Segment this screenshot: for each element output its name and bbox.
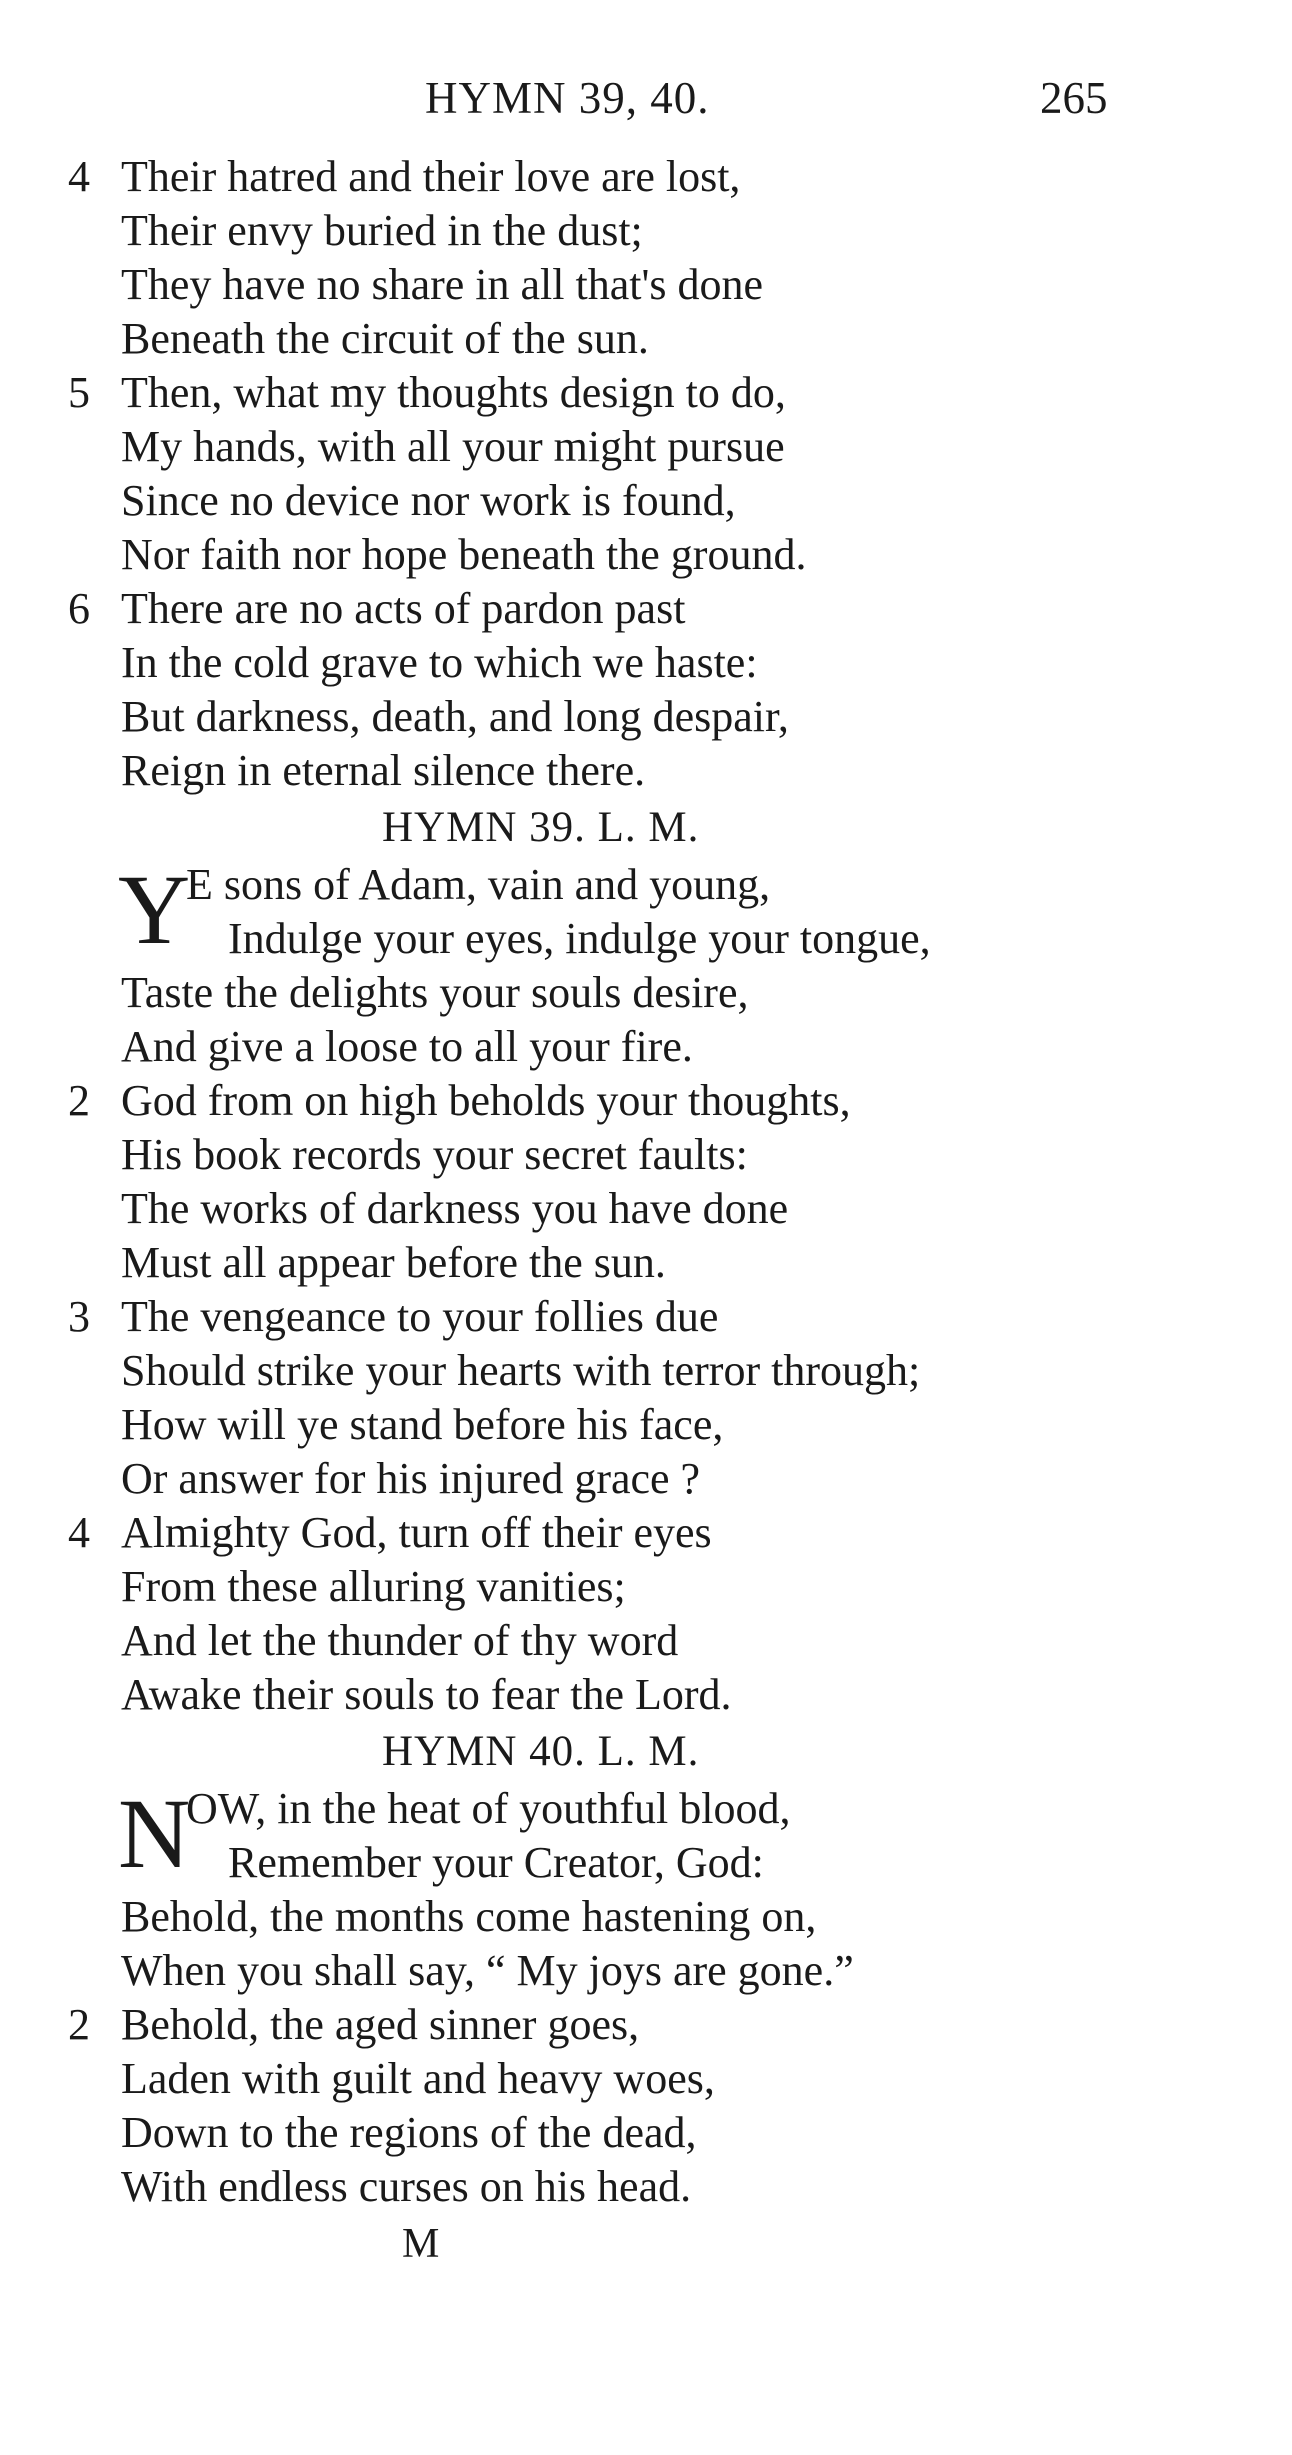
verse-line: With endless curses on his head. bbox=[121, 2162, 692, 2211]
verse-line: They have no share in all that's done bbox=[121, 260, 764, 309]
verse-line: Awake their souls to fear the Lord. bbox=[121, 1670, 732, 1719]
verse-line: His book records your secret faults: bbox=[121, 1130, 748, 1179]
verse-line: Their envy buried in the dust; bbox=[121, 206, 643, 255]
verse-line: And give a loose to all your fire. bbox=[121, 1022, 693, 1071]
stanza-number: 6 bbox=[68, 584, 90, 633]
verse-line: The works of darkness you have done bbox=[121, 1184, 789, 1233]
stanza bbox=[68, 366, 1258, 582]
verse-line: Taste the delights your souls desire, bbox=[121, 968, 749, 1017]
stanza bbox=[68, 1998, 1258, 2214]
running-head bbox=[0, 72, 1292, 132]
verse-line: 5 Then, what my thoughts design to do, bbox=[68, 366, 1258, 420]
stanza-number: 3 bbox=[68, 1292, 90, 1341]
verse-line: Should strike your hearts with terror through; bbox=[121, 1346, 921, 1395]
verse-line: Since no device nor work is found, bbox=[121, 476, 736, 525]
stanza-number: 2 bbox=[68, 1076, 90, 1125]
verse-line: Behold, the months come hastening on, bbox=[121, 1892, 817, 1941]
verse-line: Or answer for his injured grace ? bbox=[121, 1454, 701, 1503]
drop-cap: Y bbox=[118, 854, 191, 965]
stanza bbox=[68, 1074, 1258, 1290]
verse-line: When you shall say, “ My joys are gone.” bbox=[121, 1946, 854, 1995]
stanza bbox=[68, 1290, 1258, 1506]
verse-line: Nor faith nor hope beneath the ground. bbox=[121, 530, 807, 579]
stanza-number: 4 bbox=[68, 152, 90, 201]
verse-line: From these alluring vanities; bbox=[121, 1562, 626, 1611]
stanza bbox=[68, 1506, 1258, 1722]
verse-line: Reign in eternal silence there. bbox=[121, 746, 646, 795]
verse-line: Laden with guilt and heavy woes, bbox=[121, 2054, 715, 2103]
stanza-number: 5 bbox=[68, 368, 90, 417]
stanza bbox=[68, 150, 1258, 366]
verse-line: My hands, with all your might pursue bbox=[121, 422, 785, 471]
hymn-40-opening bbox=[68, 1778, 1258, 1890]
verse-line: 3 The vengeance to your follies due bbox=[68, 1290, 1258, 1344]
printer-signature-mark: M bbox=[402, 2221, 440, 2267]
verse-line: Indulge your eyes, indulge your tongue, bbox=[228, 914, 931, 963]
page-number: 265 bbox=[1040, 73, 1108, 123]
stanza-number: 2 bbox=[68, 2000, 90, 2049]
verse-line: How will ye stand before his face, bbox=[121, 1400, 724, 1449]
stanza bbox=[68, 582, 1258, 798]
verse-line: 2 God from on high beholds your thoughts, bbox=[68, 1074, 1258, 1128]
verse-line: In the cold grave to which we haste: bbox=[121, 638, 758, 687]
hymn-39-opening bbox=[68, 854, 1258, 966]
verse-line: 6 There are no acts of pardon past bbox=[68, 582, 1258, 636]
verse-line: 4 Almighty God, turn off their eyes bbox=[68, 1506, 1258, 1560]
verse-line: Must all appear before the sun. bbox=[121, 1238, 666, 1287]
hymn-text bbox=[68, 150, 1258, 2274]
verse-line: Beneath the circuit of the sun. bbox=[121, 314, 649, 363]
running-title: HYMN 39, 40. bbox=[425, 73, 710, 123]
verse-line: But darkness, death, and long despair, bbox=[121, 692, 789, 741]
stanza-number: 4 bbox=[68, 1508, 90, 1557]
verse-line: E sons of Adam, vain and young, bbox=[186, 860, 771, 909]
hymn-39-heading: HYMN 39. L. M. bbox=[382, 804, 700, 851]
hymn-40-heading: HYMN 40. L. M. bbox=[382, 1728, 700, 1775]
verse-line: OW, in the heat of youthful blood, bbox=[186, 1784, 791, 1833]
verse-line: Remember your Creator, God: bbox=[228, 1838, 764, 1887]
verse-line: 4 Their hatred and their love are lost, bbox=[68, 150, 1258, 204]
verse-line: And let the thunder of thy word bbox=[121, 1616, 679, 1665]
drop-cap: N bbox=[118, 1778, 191, 1889]
verse-line: 2 Behold, the aged sinner goes, bbox=[68, 1998, 1258, 2052]
verse-line: Down to the regions of the dead, bbox=[121, 2108, 697, 2157]
